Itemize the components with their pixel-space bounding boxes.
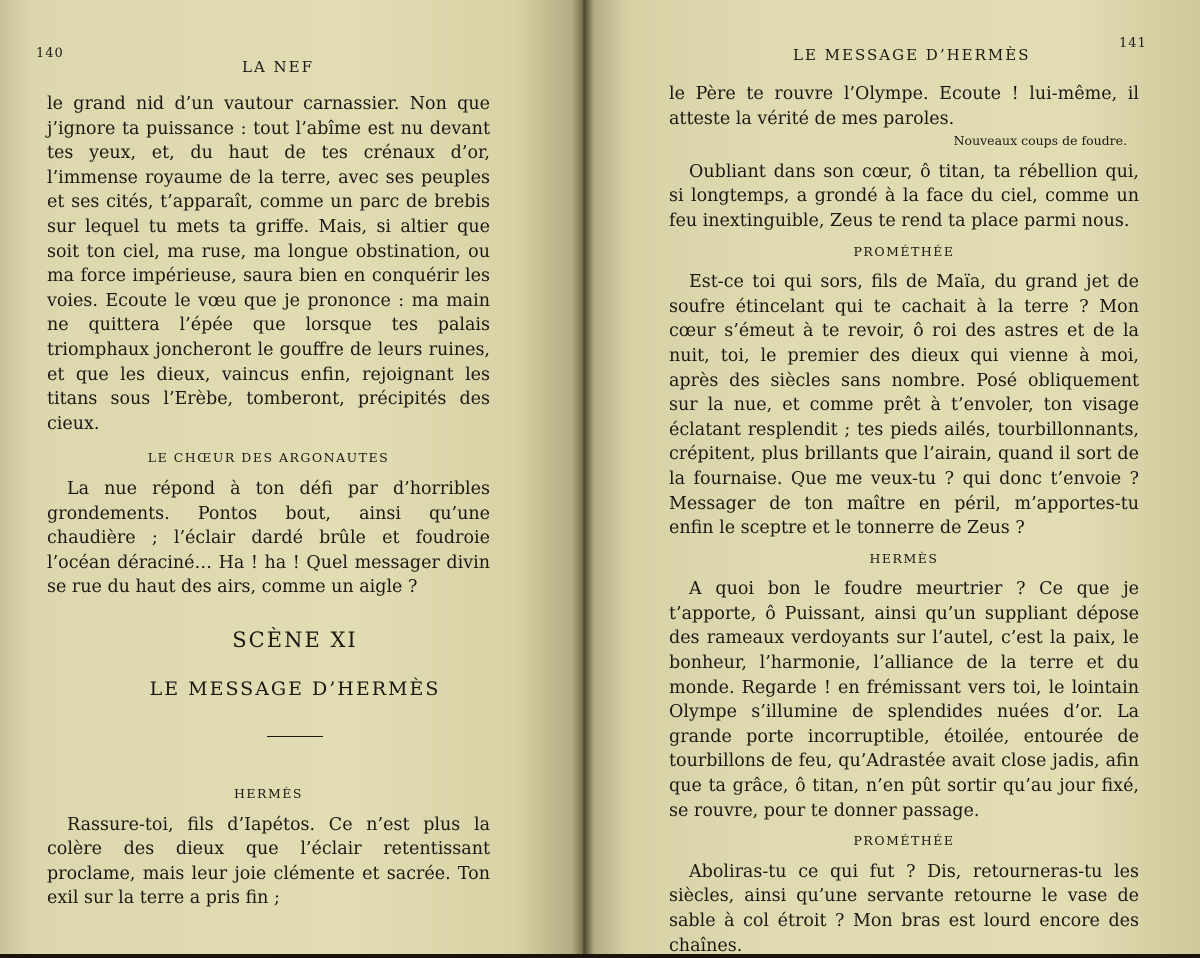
speaker-chorus: LE CHŒUR DES ARGONAUTES [147,450,390,466]
hermes-paragraph-right: A quoi bon le foudre meurtrier ? Ce que je t’apporte, ô Puissant, ainsi qu’un suppliant dépose des rameaux verdoyants sur l’autel, c’est la paix, le bonheur, l’harmonie, l’alliance de la terre et du monde. Regarde ! en frémissant vers toi, le lointain Olympe s’illumine de splendides nuées d’or. La grande porte incorruptible, étoilée, entourée de tourbillons de feu, qu’Adrastée avait close jadis, afin que ta grâce, ô titan, n’en pût sortir qu’au jour fixé, se rouvre, pour te donner passage. [669,579,1139,821]
right-running-head: LE MESSAGE D’HERMÈS [793,46,1031,64]
stage-direction: Nouveaux coups de foudre. [953,133,1127,149]
chorus-paragraph: La nue répond à ton défi par d’horribles grondements. Pontos bout, ainsi qu’une chaudière ; l’éclair dardé brûle et foudroie l’océan déraciné… Ha ! ha ! Quel messager divin se rue du haut des airs, comme un aigle ? [47,478,490,598]
hermes-paragraph-left: Rassure-toi, fils d’Iapétos. Ce n’est plus la colère des dieux que l’éclair retentissant proclame, mais leur joie clémente et sacrée. Ton exil sur la terre a pris fin ; [47,814,490,909]
scene-heading [100,628,490,737]
scene-divider-rule [267,736,323,737]
left-continuation-paragraph: le grand nid d’un vautour carnassier. Non que j’ignore ta puissance : tout l’abîme est nu devant tes yeux, et, du haut de tes crénaux d’or, l’immense royaume de la terre, avec ses peuples et ses cités, t’apparaît, comme un parc de brebis sur lequel tu mets ta griffe. Mais, si altier que soit ton ciel, ma ruse, ma longue obstination, ou ma force impérieuse, saura bien en conquérir les voies. Ecoute le vœu que je prononce : ma main ne quittera l’épée que lorsque tes palais triomphaux joncheront le gouffre de leurs ruines, et que les dieux, vaincus enfin, rejoignant les titans sous l’Erèbe, tomberont, précipités des cieux. [47,94,490,434]
left-bottom-text-block [47,776,490,911]
right-continuation-paragraph: le Père te rouvre l’Olympe. Ecoute ! lui-même, il atteste la vérité de mes paroles. [669,84,1139,129]
speaker-prometheus-1: PROMÉTHÉE [853,243,955,259]
speaker-hermes-left: HERMÈS [234,786,303,801]
left-top-text-block [47,92,490,600]
right-text-block [669,82,1139,958]
scene-subtitle: LE MESSAGE D’HERMÈS [149,678,441,700]
scene-title: SCÈNE XI [232,628,358,652]
zeus-pardon-paragraph: Oubliant dans son cœur, ô titan, ta rébellion qui, si longtemps, a grondé à la face du ciel, comme un feu inextinguible, Zeus te rend ta place parmi nous. [669,161,1139,231]
left-page-number: 140 [36,46,64,61]
prometheus-paragraph-2: Aboliras-tu ce qui fut ? Dis, retourneras-tu les siècles, ainsi qu’une servante retourne le vase de sable à col étroit ? Mon bras est lourd encore des chaînes. [669,861,1139,956]
right-page-number: 141 [1119,36,1147,51]
speaker-prometheus-2: PROMÉTHÉE [853,833,955,849]
speaker-hermes-right: HERMÈS [869,550,939,566]
left-page [0,0,585,954]
right-page [585,0,1200,954]
prometheus-paragraph-1: Est-ce toi qui sors, fils de Maïa, du grand jet de soufre étincelant qui te cachait à la terre ? Mon cœur s’émeut à te revoir, ô roi des astres et de la nuit, toi, le premier des dieux qui vienne à moi, après des siècles sans nombre. Posé obliquement sur la nue, et comme prêt à t’envoler, ton visage éclatant resplendit ; tes pieds ailés, tourbillonnants, crépitent, plus brillants que l’airain, quand il sort de la fournaise. Que me veux-tu ? qui donc t’envoie ? Messager de ton maître en péril, m’apportes-tu enfin le sceptre et le tonnerre de Zeus ? [669,272,1139,539]
left-running-head: LA NEF [242,58,315,76]
